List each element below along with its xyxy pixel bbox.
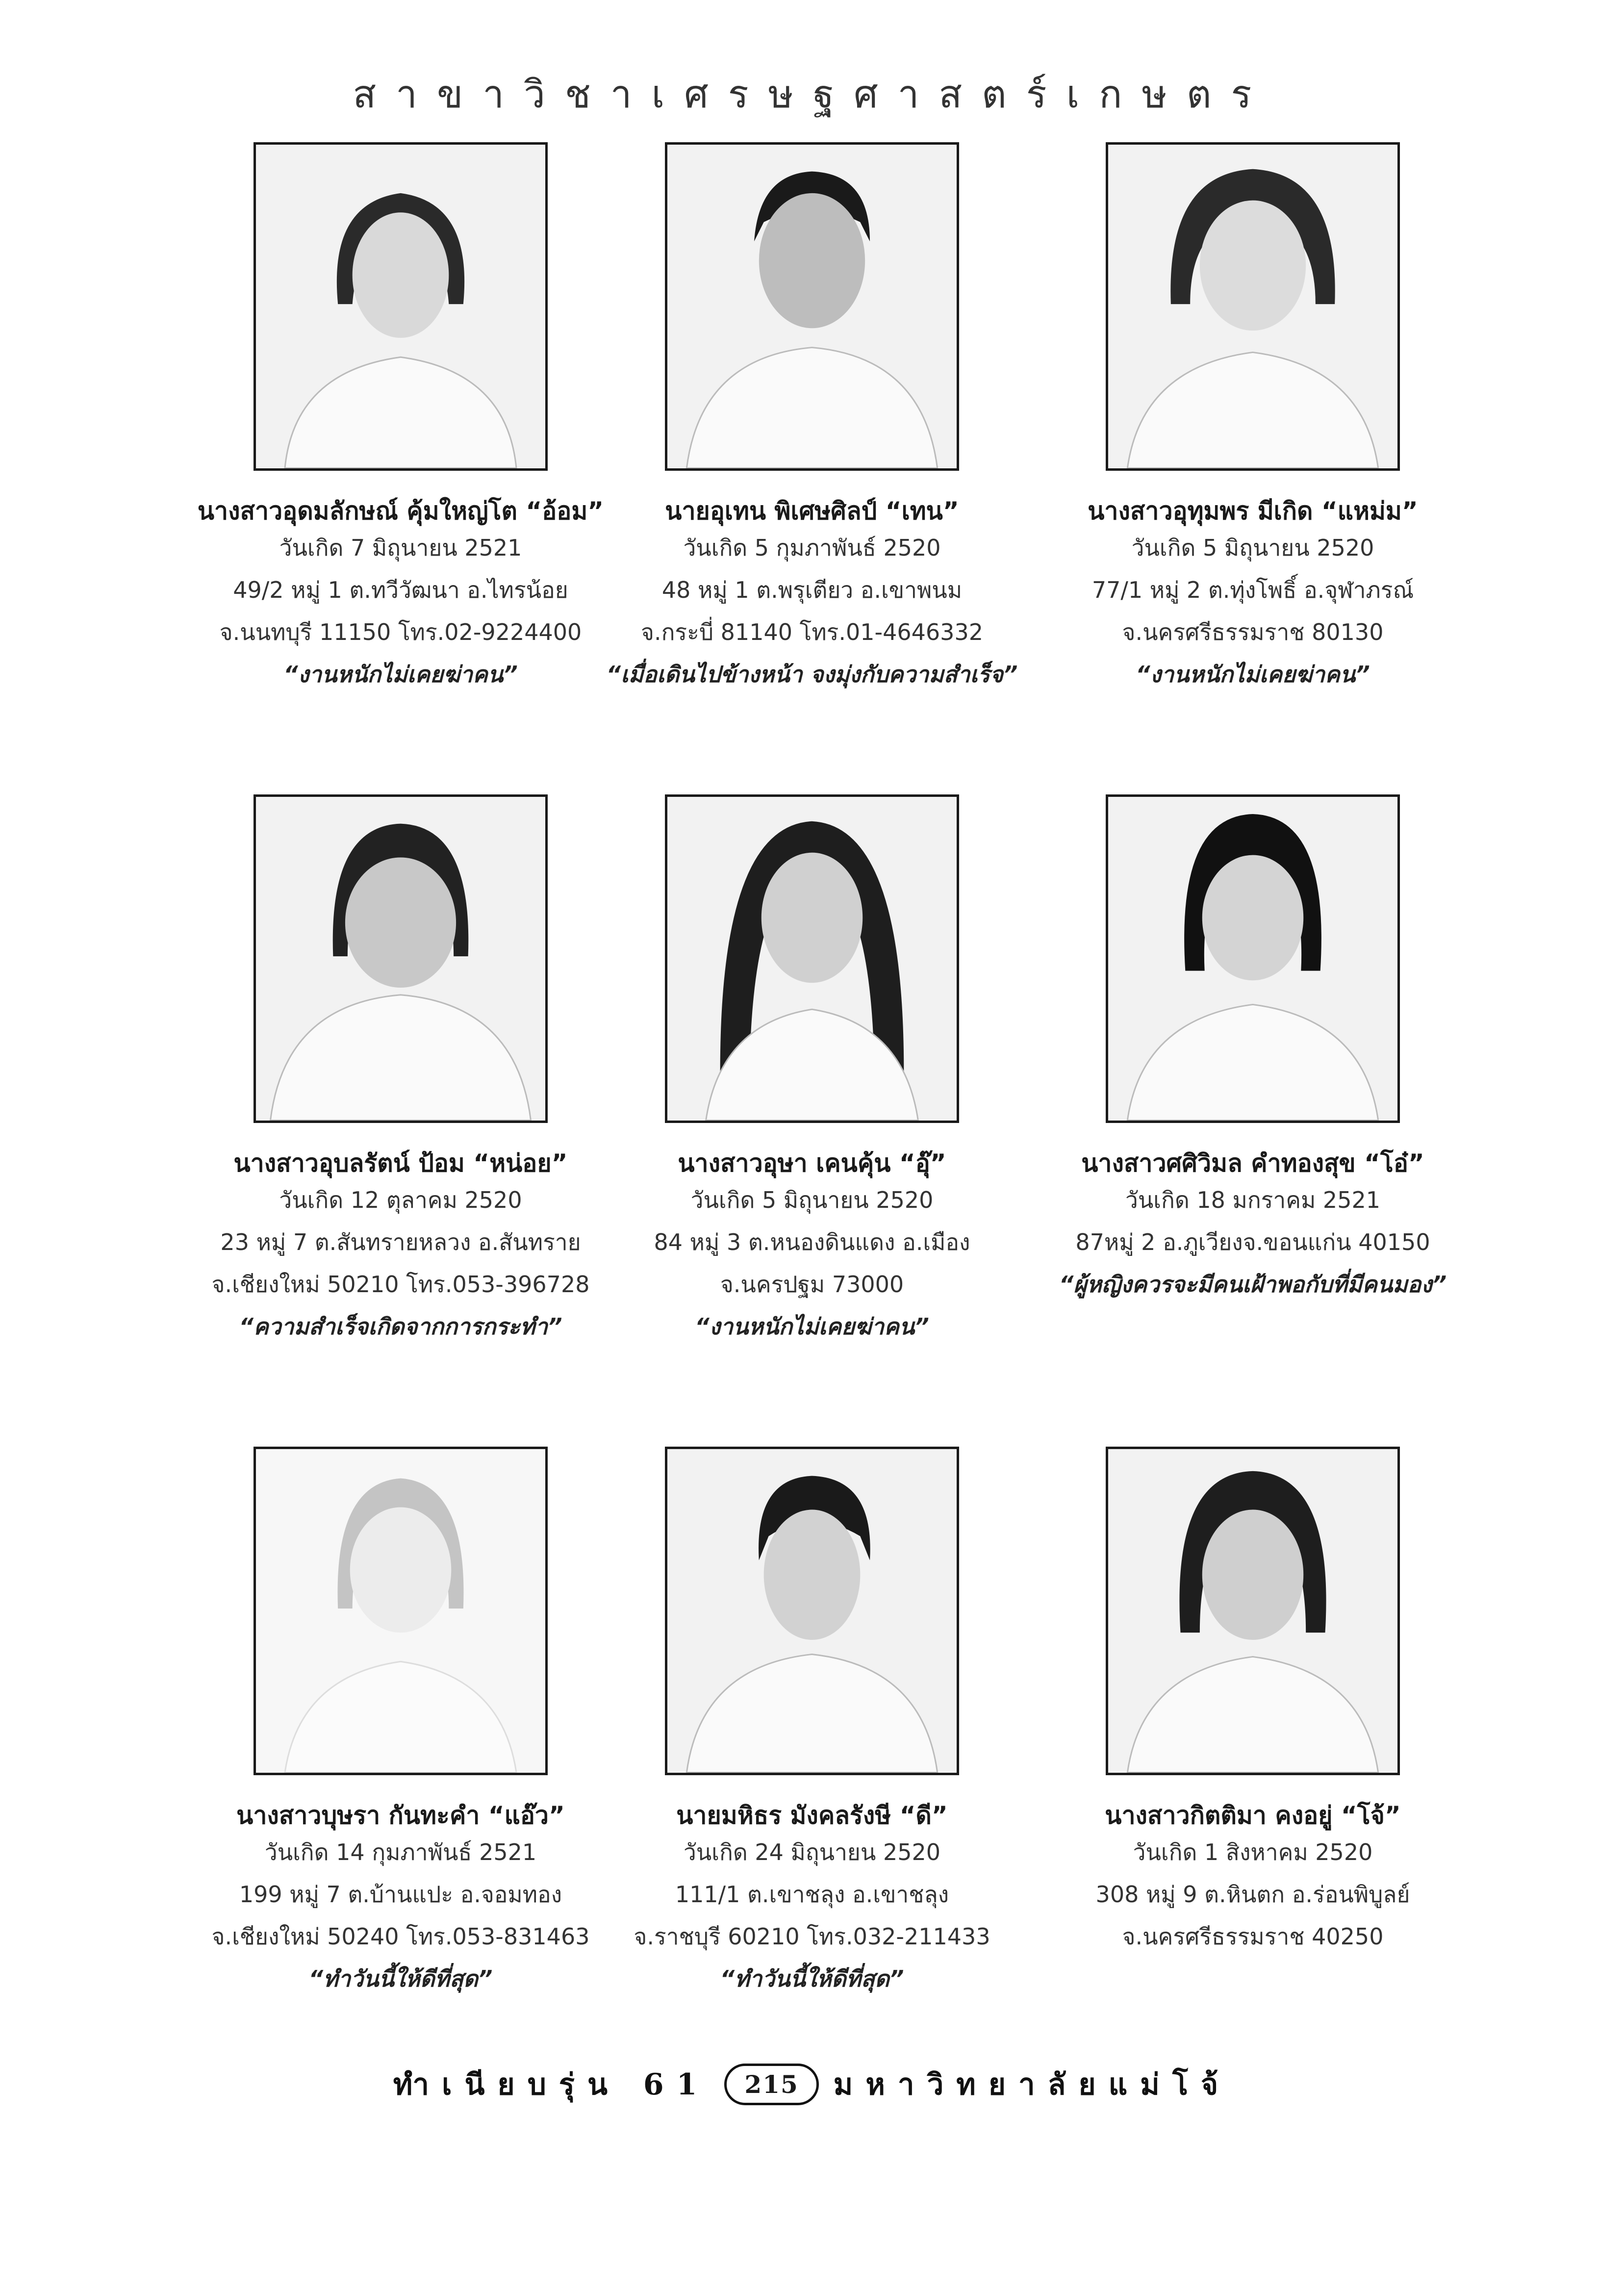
profile-address-line1: 111/1 ต.เขาชลุง อ.เขาชลุง	[675, 1881, 949, 1908]
profile-birthdate: วันเกิด 18 มกราคม 2521	[1125, 1187, 1380, 1213]
profile-birthdate: วันเกิด 5 มิถุนายน 2520	[690, 1187, 934, 1213]
profile-card	[1022, 142, 1483, 695]
profile-birthdate: วันเกิด 7 มิถุนายน 2521	[279, 535, 522, 561]
portrait-image	[256, 145, 545, 468]
profile-address-line1: 49/2 หมู่ 1 ต.ทวีวัฒนา อ.ไทรน้อย	[233, 577, 568, 603]
portrait-image	[667, 145, 957, 468]
profile-name: นางสาวอุทุมพร มีเกิด “แหม่ม”	[1088, 497, 1418, 525]
profile-address-line2: จ.เชียงใหม่ 50210 โทร.053-396728	[211, 1271, 590, 1298]
profile-birthdate: วันเกิด 5 มิถุนายน 2520	[1131, 535, 1374, 561]
page-footer	[0, 2055, 1624, 2114]
page-number: 215	[724, 2064, 818, 2105]
profile-card	[582, 794, 1042, 1348]
profile-address-line2: จ.นนทบุรี 11150 โทร.02-9224400	[219, 619, 582, 645]
profile-name: นางสาวอุบลรัตน์ ป้อม “หน่อย”	[233, 1149, 568, 1177]
portrait-photo	[665, 794, 959, 1123]
profile-address-line1: 308 หมู่ 9 ต.หินตก อ.ร่อนพิบูลย์	[1095, 1881, 1410, 1908]
profile-card	[170, 1447, 631, 2000]
profile-name: นายมหิธร มังคลรังษี “ดี”	[676, 1801, 948, 1830]
footer-university-name: มหาวิทยาลัยแม่โจ้	[833, 2067, 1231, 2102]
profile-address-line2: จ.ราชบุรี 60210 โทร.032-211433	[634, 1923, 990, 1950]
profile-card	[1022, 1447, 1483, 1958]
profile-birthdate: วันเกิด 5 กุมภาพันธ์ 2520	[683, 535, 941, 561]
profile-card	[170, 142, 631, 695]
profile-birthdate: วันเกิด 12 ตุลาคม 2520	[279, 1187, 522, 1213]
profile-name: นายอุเทน พิเศษศิลป์ “เทน”	[665, 497, 959, 525]
profile-card	[582, 1447, 1042, 2000]
footer-yearbook-title: ทำเนียบรุ่น 61	[393, 2067, 710, 2102]
profile-address-line2: จ.นครปฐม 73000	[720, 1271, 904, 1298]
portrait-image	[1108, 1449, 1397, 1773]
profile-address-line1: 199 หมู่ 7 ต.บ้านแปะ อ.จอมทอง	[239, 1881, 562, 1908]
profile-card	[170, 794, 631, 1348]
profile-motto: “ทำวันนี้ให้ดีที่สุด”	[308, 1965, 493, 1992]
profile-name: นางสาวบุษรา กันทะคำ “แอ๊ว”	[236, 1801, 565, 1830]
portrait-image	[667, 1449, 957, 1773]
profile-motto: “ทำวันนี้ให้ดีที่สุด”	[720, 1965, 904, 1992]
profile-address-line1: 84 หมู่ 3 ต.หนองดินแดง อ.เมือง	[654, 1229, 970, 1255]
profile-motto: “งานหนักไม่เคยฆ่าคน”	[1136, 661, 1370, 688]
profile-name: นางสาวกิตติมา คงอยู่ “โจ้”	[1105, 1801, 1401, 1830]
profile-card	[1022, 794, 1483, 1305]
profile-motto: “ความสำเร็จเกิดจากการกระทำ”	[239, 1313, 562, 1340]
profile-address-line1: 23 หมู่ 7 ต.สันทรายหลวง อ.สันทราย	[220, 1229, 581, 1255]
profile-name: นางสาวอุษา เคนคุ้น “อุ๊”	[678, 1149, 946, 1177]
profile-address-line2: จ.เชียงใหม่ 50240 โทร.053-831463	[211, 1923, 590, 1950]
profile-address-line1: 48 หมู่ 1 ต.พรุเตียว อ.เขาพนม	[661, 577, 963, 603]
portrait-photo	[254, 794, 548, 1123]
portrait-photo	[665, 142, 959, 471]
portrait-image	[1108, 797, 1397, 1121]
portrait-image	[256, 1449, 545, 1773]
profile-motto: “งานหนักไม่เคยฆ่าคน”	[283, 661, 518, 688]
portrait-photo	[254, 1447, 548, 1775]
profile-motto: “ผู้หญิงควรจะมีคนเฝ้าพอกับที่มีคนมอง”	[1059, 1271, 1447, 1298]
profile-birthdate: วันเกิด 1 สิงหาคม 2520	[1133, 1839, 1373, 1865]
profile-motto: “เมื่อเดินไปข้างหน้า จงมุ่งกับความสำเร็จ”	[606, 661, 1018, 688]
profile-motto: “งานหนักไม่เคยฆ่าคน”	[695, 1313, 929, 1340]
portrait-image	[667, 797, 957, 1121]
portrait-photo	[665, 1447, 959, 1775]
profile-address-line2: จ.นครศรีธรรมราช 80130	[1122, 619, 1384, 645]
profile-birthdate: วันเกิด 24 มิถุนายน 2520	[683, 1839, 941, 1865]
profile-card	[582, 142, 1042, 695]
profile-name: นางสาวศศิวิมล คำทองสุข “โอ๋”	[1081, 1149, 1424, 1177]
portrait-image	[1108, 145, 1397, 468]
profile-address-line1: 77/1 หมู่ 2 ต.ทุ่งโพธิ์ อ.จุฬาภรณ์	[1091, 577, 1414, 603]
page-title: สาขาวิชาเศรษฐศาสตร์เกษตร	[353, 73, 1271, 117]
profile-address-line2: จ.นครศรีธรรมราช 40250	[1122, 1923, 1384, 1950]
portrait-photo	[1106, 794, 1400, 1123]
portrait-photo	[1106, 1447, 1400, 1775]
profile-address-line1: 87หมู่ 2 อ.ภูเวียงจ.ขอนแก่น 40150	[1075, 1229, 1430, 1255]
portrait-photo	[254, 142, 548, 471]
profile-name: นางสาวอุดมลักษณ์ คุ้มใหญ่โต “อ้อม”	[197, 497, 604, 525]
portrait-photo	[1106, 142, 1400, 471]
profile-birthdate: วันเกิด 14 กุมภาพันธ์ 2521	[264, 1839, 537, 1865]
profile-address-line2: จ.กระบี่ 81140 โทร.01-4646332	[641, 619, 983, 645]
portrait-image	[256, 797, 545, 1121]
